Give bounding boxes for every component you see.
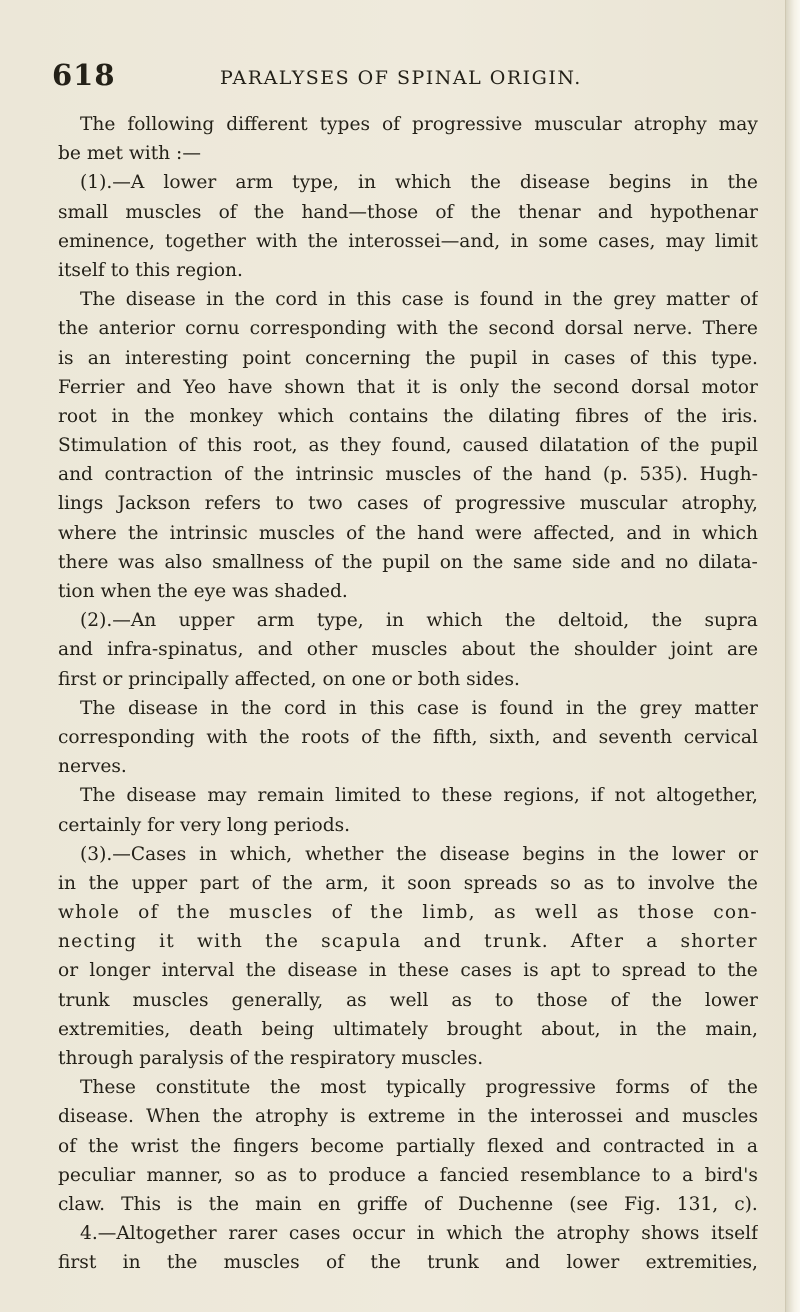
text-line: The following different types of progressive muscular atrophy may — [80, 114, 758, 135]
text-line: 4.—Altogether rarer cases occur in which the atrophy shows itself — [80, 1223, 758, 1245]
text-line: tion when the eye was shaded. — [58, 581, 348, 602]
page-edge — [785, 0, 800, 1312]
text-line: first or principally affected, on one or both sides. — [58, 668, 520, 690]
text-line: of the wrist the fingers become partially flexed and contracted in a — [58, 1135, 758, 1157]
text-line: through paralysis of the respiratory muscles. — [58, 1048, 484, 1069]
text-line: The disease in the cord in this case is found in the grey matter — [80, 697, 758, 719]
text-line: nerves. — [58, 756, 127, 778]
text-line: disease. When the atrophy is extreme in the interossei and muscles — [58, 1106, 758, 1128]
text-line: These constitute the most typically progressive forms of the — [80, 1077, 758, 1099]
text-line: in the upper part of the arm, it soon spreads so as to involve the — [58, 872, 758, 894]
text-line: or longer interval the disease in these cases is apt to spread to the — [58, 960, 758, 982]
text-line: The disease in the cord in this case is found in the grey matter of — [80, 289, 758, 311]
running-head — [52, 58, 752, 98]
text-line: where the intrinsic muscles of the hand were affected, and in which — [58, 522, 758, 544]
text-line: necting it with the scapula and trunk. After a shorter — [58, 931, 758, 953]
text-line: small muscles of the hand—those of the thenar and hypothenar — [58, 201, 758, 223]
text-line: trunk muscles generally, as well as to those of the lower — [58, 989, 758, 1011]
text-line: is an interesting point concerning the pupil in cases of this type. — [58, 347, 758, 369]
text-line: Stimulation of this root, as they found, caused dilatation of the pupil — [58, 435, 758, 457]
text-line: certainly for very long periods. — [58, 814, 351, 836]
text-line: be met with :— — [58, 143, 201, 165]
text-line: (2).—An upper arm type, in which the deltoid, the supra — [80, 610, 758, 632]
text-line: The disease may remain limited to these regions, if not altogether, — [80, 785, 758, 807]
page-number: 618 — [52, 58, 116, 92]
text-line: first in the muscles of the trunk and lower extremities, — [58, 1252, 758, 1274]
text-line: (1).—A lower arm type, in which the disease begins in the — [80, 172, 758, 194]
text-line: itself to this region. — [58, 259, 243, 281]
text-line: and infra-spinatus, and other muscles about the shoulder joint are — [58, 639, 758, 661]
text-line: whole of the muscles of the limb, as well as those con- — [58, 902, 758, 924]
text-line: eminence, together with the interossei—and, in some cases, may limit — [58, 230, 758, 252]
text-line: the anterior cornu corresponding with the second dorsal nerve. There — [58, 318, 758, 340]
text-line: there was also smallness of the pupil on the same side and no dilata- — [58, 551, 758, 573]
text-line: lings Jackson refers to two cases of progressive muscular atrophy, — [58, 493, 758, 515]
text-line: root in the monkey which contains the dilating fibres of the iris. — [58, 405, 758, 427]
text-line: corresponding with the roots of the fifth, sixth, and seventh cervical — [58, 726, 758, 748]
text-line: claw. This is the main en griffe of Duchenne (see Fig. 131, c). — [58, 1193, 758, 1215]
running-head-title: PARALYSES OF SPINAL ORIGIN. — [220, 67, 582, 89]
text-line: Ferrier and Yeo have shown that it is only the second dorsal motor — [58, 376, 758, 398]
text-line: (3).—Cases in which, whether the disease begins in the lower or — [80, 843, 758, 865]
text-line: and contraction of the intrinsic muscles of the hand (p. 535). Hugh- — [58, 464, 758, 486]
text-line: extremities, death being ultimately brought about, in the main, — [58, 1018, 758, 1040]
text-line: peculiar manner, so as to produce a fancied resemblance to a bird's — [58, 1164, 758, 1186]
body-text — [58, 110, 758, 1278]
